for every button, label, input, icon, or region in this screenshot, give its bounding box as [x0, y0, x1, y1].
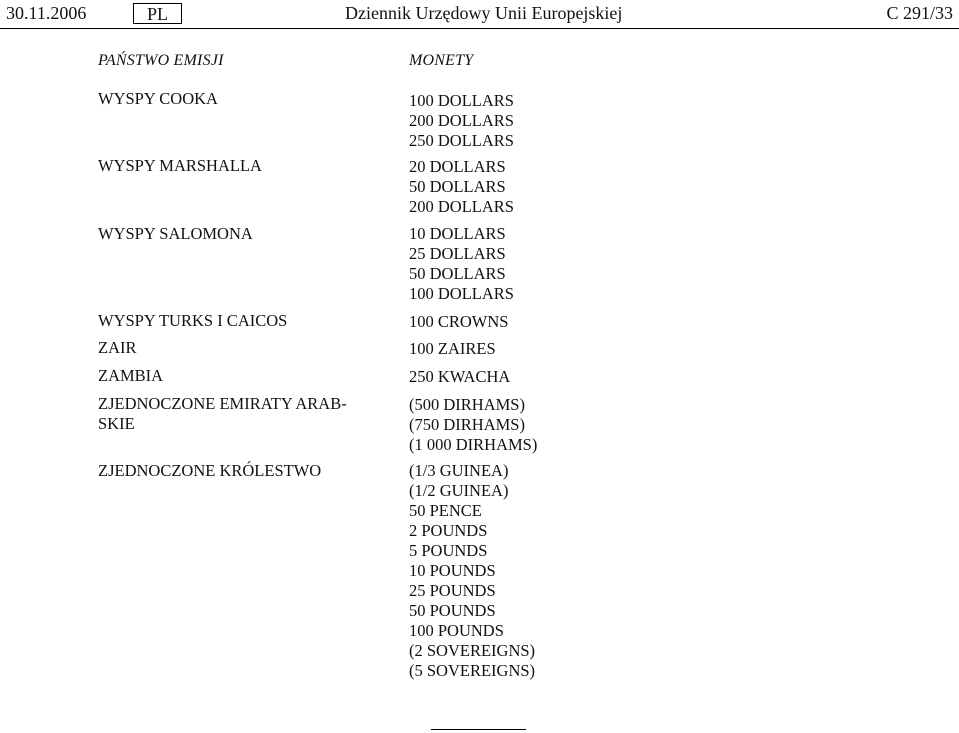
column-header-country: PAŃSTWO EMISJI: [98, 52, 224, 69]
publication-date: 30.11.2006: [6, 3, 87, 23]
coin-item: 50 DOLLARS: [409, 264, 506, 283]
coin-item: (5 SOVEREIGNS): [409, 661, 536, 680]
journal-title: Dziennik Urzędowy Unii Europejskiej: [345, 3, 623, 23]
page-number: C 291/33: [886, 3, 953, 23]
coin-item: 100 CROWNS: [409, 312, 509, 331]
country-label: ZJEDNOCZONE KRÓLESTWO: [98, 461, 322, 480]
coin-item: 200 DOLLARS: [409, 197, 514, 216]
coin-item: 100 POUNDS: [409, 621, 504, 640]
coin-item: 25 POUNDS: [409, 581, 496, 600]
coin-item: 100 DOLLARS: [409, 91, 514, 110]
country-label: WYSPY COOKA: [98, 89, 218, 108]
country-label: WYSPY MARSHALLA: [98, 156, 262, 175]
country-label: ZAMBIA: [98, 366, 164, 385]
coin-item: (1 000 DIRHAMS): [409, 435, 538, 454]
coin-list: [409, 395, 537, 455]
coin-item: (2 SOVEREIGNS): [409, 641, 536, 660]
coin-item: (500 DIRHAMS): [409, 395, 525, 414]
coin-item: 10 DOLLARS: [409, 224, 506, 243]
coin-list: [409, 224, 514, 304]
language-badge: PL: [133, 3, 182, 24]
coin-item: 25 DOLLARS: [409, 244, 506, 263]
country-label-line: SKIE: [98, 414, 135, 433]
coin-item: (1/3 GUINEA): [409, 461, 509, 480]
coin-list: [409, 312, 508, 332]
coin-item: 2 POUNDS: [409, 521, 488, 540]
coin-item: (750 DIRHAMS): [409, 415, 525, 434]
coin-item: 200 DOLLARS: [409, 111, 514, 130]
country-label: ZAIR: [98, 338, 137, 357]
country-label-line: ZJEDNOCZONE EMIRATY ARAB-: [98, 394, 347, 413]
header-rule: [0, 28, 959, 29]
coin-item: 10 POUNDS: [409, 561, 496, 580]
coin-item: 50 DOLLARS: [409, 177, 506, 196]
coin-item: 50 POUNDS: [409, 601, 496, 620]
coin-item: 100 DOLLARS: [409, 284, 514, 303]
coin-item: (1/2 GUINEA): [409, 481, 509, 500]
coin-item: 100 ZAIRES: [409, 339, 496, 358]
coin-list: [409, 157, 514, 217]
coin-list: [409, 339, 496, 359]
coin-list: [409, 461, 535, 681]
coin-list: [409, 91, 514, 151]
country-label: WYSPY TURKS I CAICOS: [98, 311, 288, 330]
country-label: WYSPY SALOMONA: [98, 224, 253, 243]
coin-item: 250 DOLLARS: [409, 131, 514, 150]
coin-item: 5 POUNDS: [409, 541, 488, 560]
country-label: [98, 394, 378, 434]
coin-list: [409, 367, 510, 387]
page-header: [0, 0, 959, 30]
coin-item: 250 KWACHA: [409, 367, 511, 386]
footer-rule: [431, 729, 526, 730]
coin-item: 20 DOLLARS: [409, 157, 506, 176]
coin-item: 50 PENCE: [409, 501, 482, 520]
column-header-coins: MONETY: [409, 52, 474, 69]
